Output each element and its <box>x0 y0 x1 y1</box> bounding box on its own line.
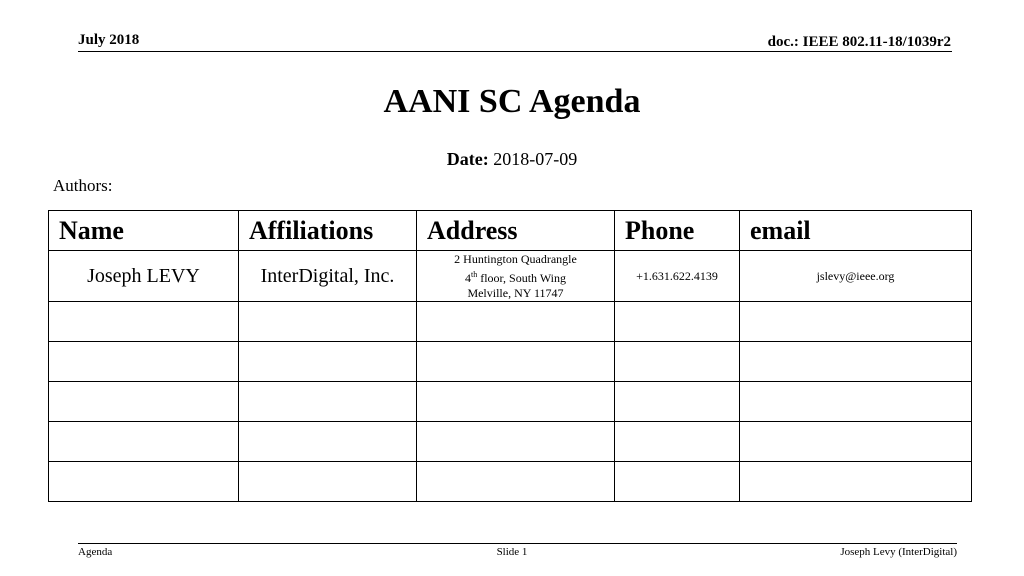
table-header-row <box>49 211 972 251</box>
date-line <box>0 149 1024 170</box>
header-rule <box>78 51 952 52</box>
author-phone: +1.631.622.4139 <box>615 251 740 302</box>
authors-label: Authors: <box>53 176 113 195</box>
address-line-1: 2 Huntington Quadrangle <box>454 251 577 266</box>
date-label: Date: <box>446 149 489 169</box>
author-name: Joseph LEVY <box>49 251 239 302</box>
slide-title: AANI SC Agenda <box>383 83 641 120</box>
table-row <box>49 342 972 382</box>
address-line-3: Melville, NY 11747 <box>467 285 564 300</box>
header-doc-id: doc.: IEEE 802.11-18/1039r2 <box>767 34 951 50</box>
author-address <box>417 251 615 302</box>
table-row <box>49 302 972 342</box>
header-date: July 2018 <box>78 32 140 48</box>
date-value: 2018-07-09 <box>488 149 578 169</box>
footer-right: Joseph Levy (InterDigital) <box>840 546 957 558</box>
footer-slide-number: Slide 1 <box>496 546 528 558</box>
header-email: email <box>740 211 972 251</box>
header-affiliations: Affiliations <box>239 211 417 251</box>
address-line-2: 4th floor, South Wing <box>464 269 567 285</box>
header-address: Address <box>417 211 615 251</box>
table-row <box>49 251 972 302</box>
header-name: Name <box>49 211 239 251</box>
author-affiliation: InterDigital, Inc. <box>239 251 417 302</box>
footer-left: Agenda <box>78 546 113 558</box>
author-email: jslevy@ieee.org <box>740 251 972 302</box>
table-row <box>49 382 972 422</box>
header-phone: Phone <box>615 211 740 251</box>
authors-table <box>48 210 972 502</box>
table-row <box>49 422 972 462</box>
table-row <box>49 462 972 502</box>
footer-rule <box>78 543 957 544</box>
